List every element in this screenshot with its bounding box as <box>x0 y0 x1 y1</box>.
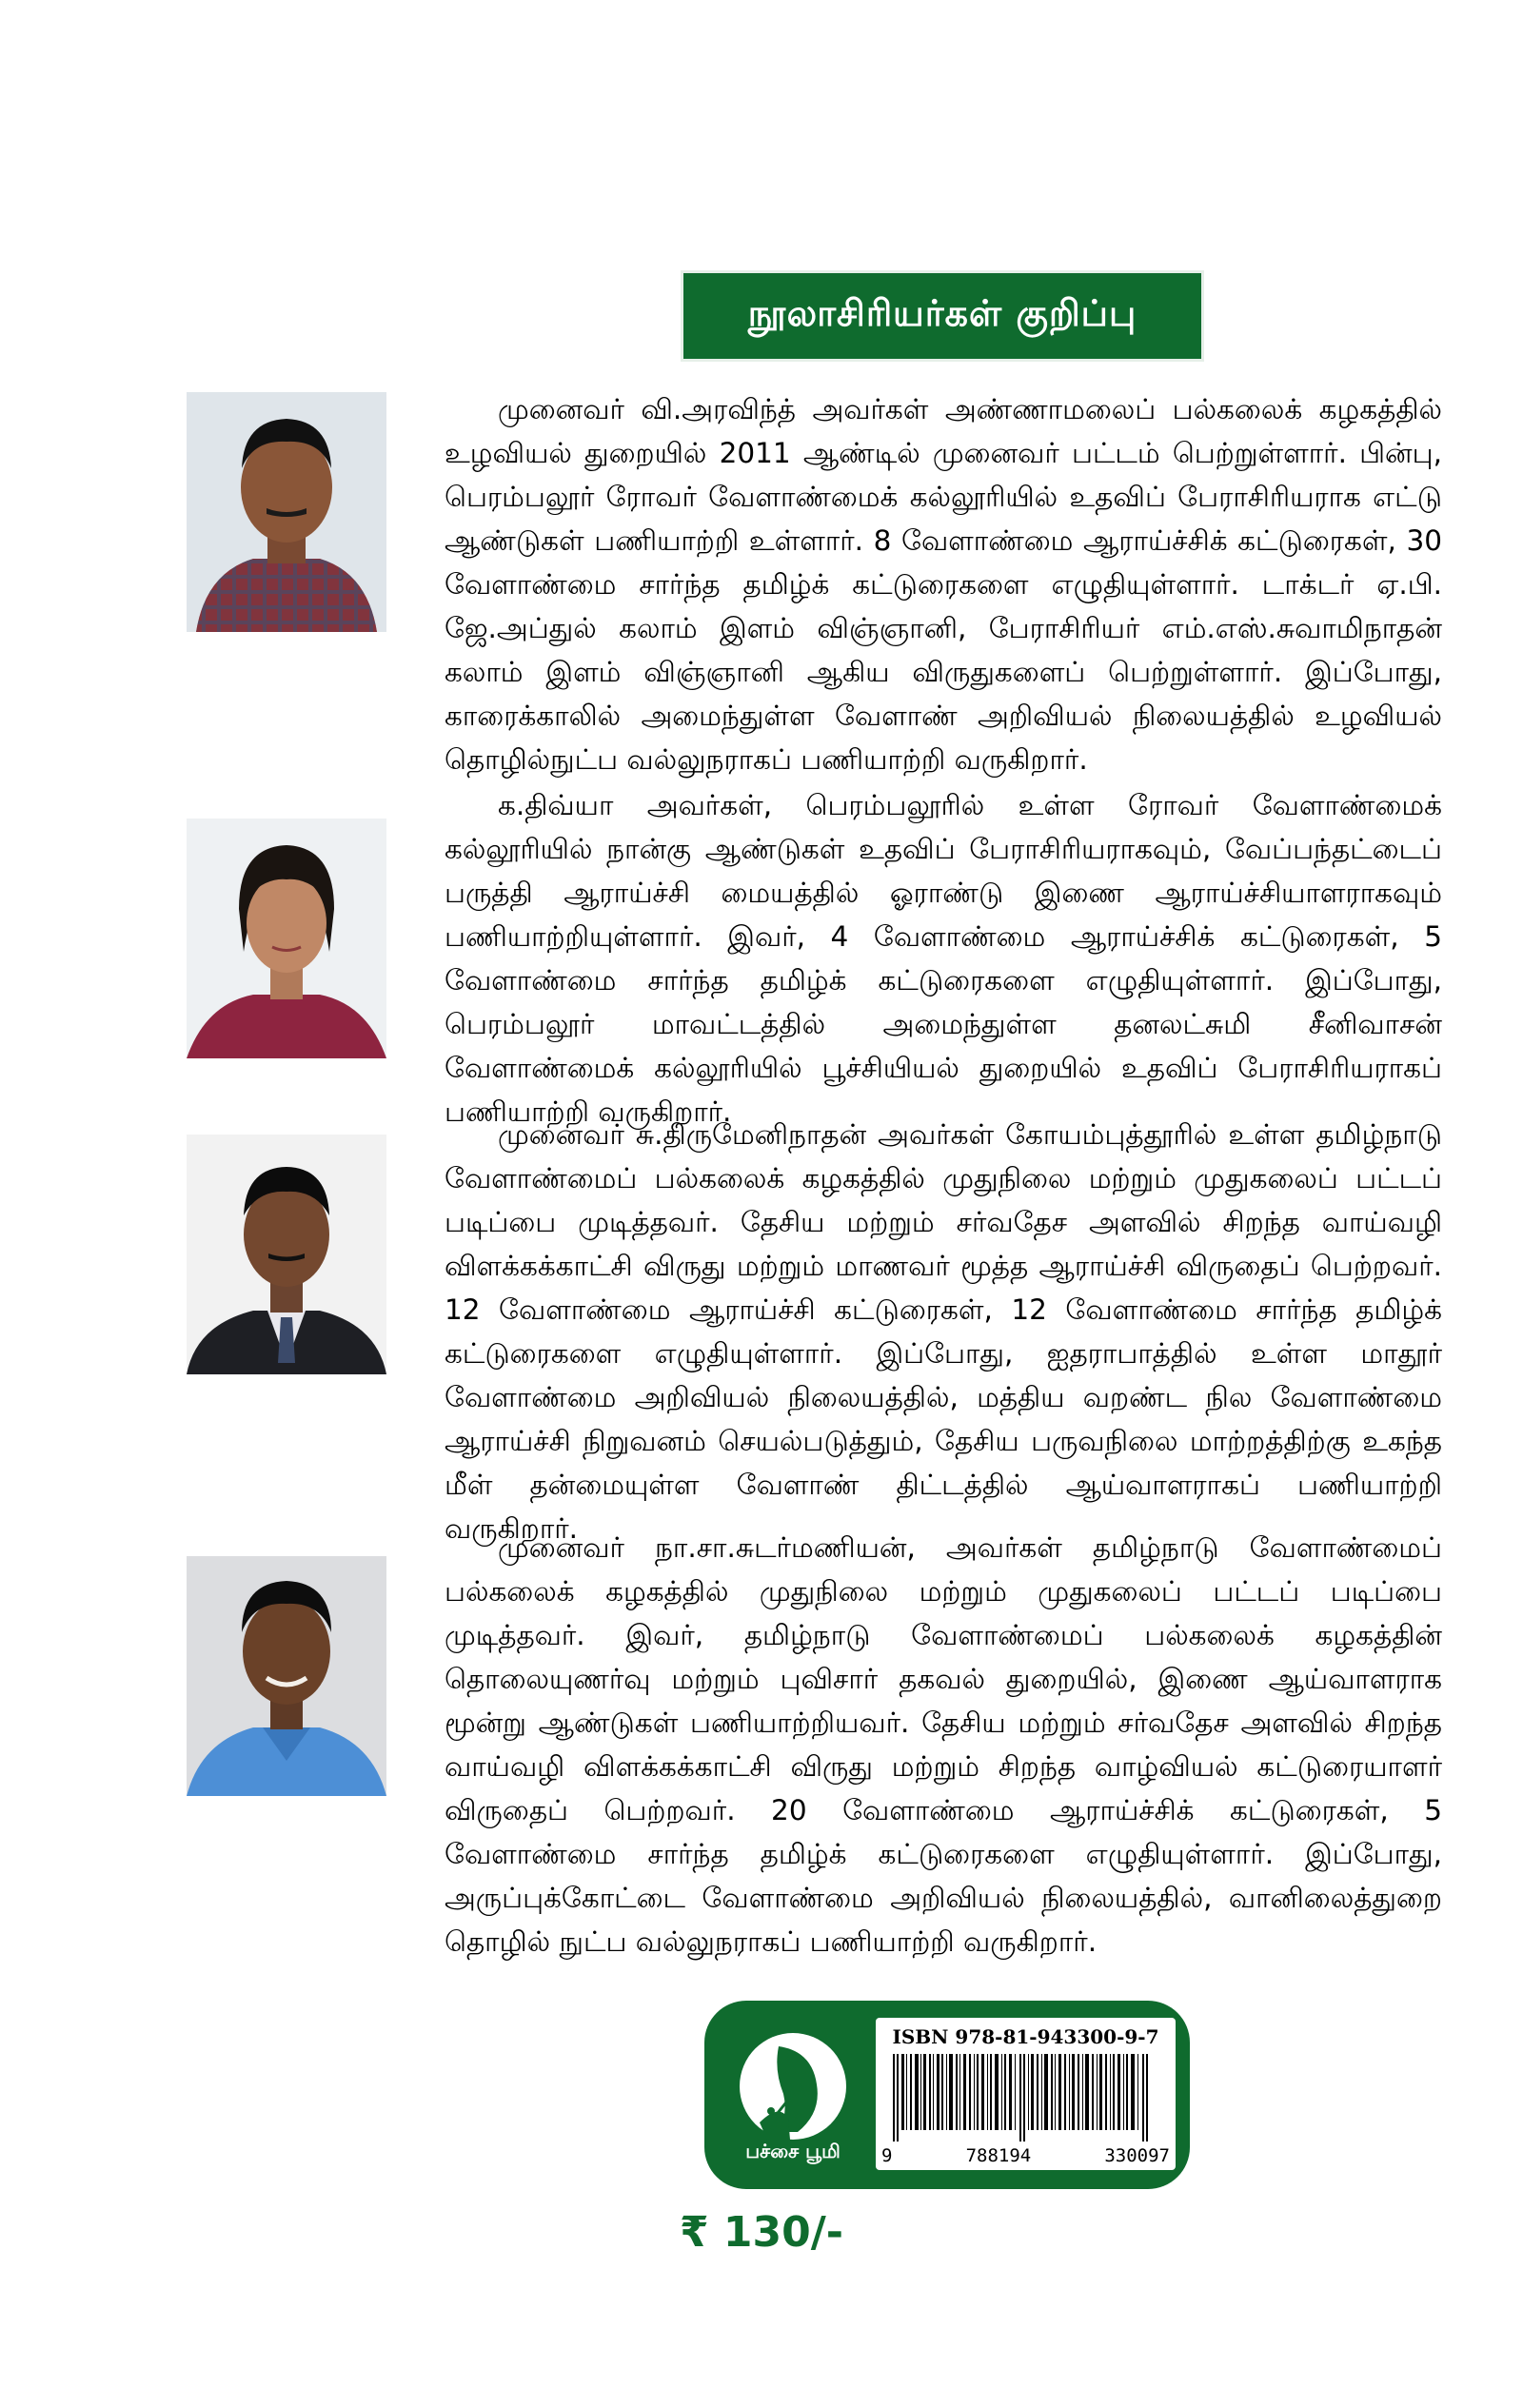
author-bio-1: முனைவர் வி.அரவிந்த் அவர்கள் அண்ணாமலைப் பல்கலைக் கழகத்தில் உழவியல் துறையில் 2011 ஆண்டில் முனைவர் பட்டம் பெற்றுள்ளார். பின்பு, பெரம்பலூர் ரோவர் வேளாண்மைக் கல்லூரியில் உதவிப் பேராசிரியராக எட்டு ஆண்டுகள் பணியாற்றி உள்ளார். 8 வேளாண்மை ஆராய்ச்சிக் கட்டுரைகள், 30 வேளாண்மை சார்ந்த தமிழ்க் கட்டுரைகளை எழுதியுள்ளார். டாக்டர் ஏ.பி. ஜே.அப்துல் கலாம் இளம் விஞ்ஞானி, பேராசிரியர் எம்.எஸ்.சுவாமிநாதன் கலாம் இளம் விஞ்ஞானி ஆகிய விருதுகளைப் பெற்றுள்ளார். இப்போது, காரைக்காலில் அமைந்துள்ள வேளாண் அறிவியல் நிலையத்தில் உழவியல் தொழில்நுட்ப வல்லுநராகப் பணியாற்றி வருகிறார். <box>445 393 1442 776</box>
author-bio-3: முனைவர் சு.திருமேனிநாதன் அவர்கள் கோயம்புத்தூரில் உள்ள தமிழ்நாடு வேளாண்மைப் பல்கலைக் கழகத்தில் முதுநிலை மற்றும் முதுகலைப் பட்டப் படிப்பை முடித்தவர். தேசிய மற்றும் சர்வதேச அளவில் சிறந்த வாய்வழி விளக்கக்காட்சி விருது மற்றும் மாணவர் மூத்த ஆராய்ச்சி விருதைப் பெற்றவர். 12 வேளாண்மை ஆராய்ச்சி கட்டுரைகள், 12 வேளாண்மை சார்ந்த தமிழ்க் கட்டுரைகளை எழுதியுள்ளார். இப்போது, ஐதராபாத்தில் உள்ள மாதூர் வேளாண்மை அறிவியல் நிலையத்தில், மத்திய வறண்ட நில வேளாண்மை ஆராய்ச்சி நிறுவனம் செயல்படுத்தும், தேசிய பருவநிலை மாற்றத்திற்கு உகந்த மீள் தன்மையுள்ள வேளாண் திட்டத்தில் ஆய்வாளராகப் பணியாற்றி வருகிறார். <box>445 1118 1442 1545</box>
author-photo-1 <box>187 392 386 632</box>
publisher-name: பச்சை பூமி <box>745 2140 841 2162</box>
isbn-label: ISBN 978-81-943300-9-7 <box>892 2025 1159 2048</box>
author-photo-2 <box>187 819 386 1058</box>
isbn-barcode <box>876 2018 1176 2170</box>
publisher-logo <box>722 2027 864 2170</box>
author-bio-4: முனைவர் நா.சா.சுடர்மணியன், அவர்கள் தமிழ்நாடு வேளாண்மைப் பல்கலைக் கழகத்தில் முதுநிலை மற்றும் முதுகலைப் பட்டப் படிப்பை முடித்தவர். இவர், தமிழ்நாடு வேளாண்மைப் பல்கலைக் கழகத்தின் தொலையுணர்வு மற்றும் புவிசார் தகவல் துறையில், இணை ஆய்வாளராக மூன்று ஆண்டுகள் பணியாற்றியவர். தேசிய மற்றும் சர்வதேச அளவில் சிறந்த வாய்வழி விளக்கக்காட்சி விருது மற்றும் சிறந்த வாழ்வியல் கட்டுரையாளர் விருதைப் பெற்றவர். 20 வேளாண்மை ஆராய்ச்சிக் கட்டுரைகள், 5 வேளாண்மை சார்ந்த தமிழ்க் கட்டுரைகளை எழுதியுள்ளார். இப்போது, அருப்புக்கோட்டை வேளாண்மை அறிவியல் நிலையத்தில், வானிலைத்துறை தொழில் நுட்ப வல்லுநராகப் பணியாற்றி வருகிறார். <box>445 1531 1442 1958</box>
barcode-digit-prefix: 9 <box>881 2145 893 2166</box>
barcode-digits-left: 788194 <box>965 2145 1032 2166</box>
publisher-isbn-panel <box>704 2001 1190 2189</box>
barcode-digits <box>881 2145 1170 2166</box>
section-title: நூலாசிரியர்கள் குறிப்பு <box>681 270 1204 362</box>
barcode-digits-right: 330097 <box>1104 2145 1170 2166</box>
barcode-bars <box>893 2054 1159 2142</box>
author-photo-3 <box>187 1135 386 1374</box>
book-price: ₹ 130/- <box>679 2208 844 2257</box>
author-bio-2: க.திவ்யா அவர்கள், பெரம்பலூரில் உள்ள ரோவர் வேளாண்மைக் கல்லூரியில் நான்கு ஆண்டுகள் உதவிப் பேராசிரியராகவும், வேப்பந்தட்டைப் பருத்தி ஆராய்ச்சி மையத்தில் ஓராண்டு இணை ஆராய்ச்சியாளராகவும் பணியாற்றியுள்ளார். இவர், 4 வேளாண்மை ஆராய்ச்சிக் கட்டுரைகள், 5 வேளாண்மை சார்ந்த தமிழ்க் கட்டுரைகளை எழுதியுள்ளார். இப்போது, பெரம்பலூர் மாவட்டத்தில் அமைந்துள்ள தனலட்சுமி சீனிவாசன் வேளாண்மைக் கல்லூரியில் பூச்சியியல் துறையில் உதவிப் பேராசிரியராகப் பணியாற்றி வருகிறார். <box>445 789 1442 1128</box>
author-photo-4 <box>187 1556 386 1796</box>
